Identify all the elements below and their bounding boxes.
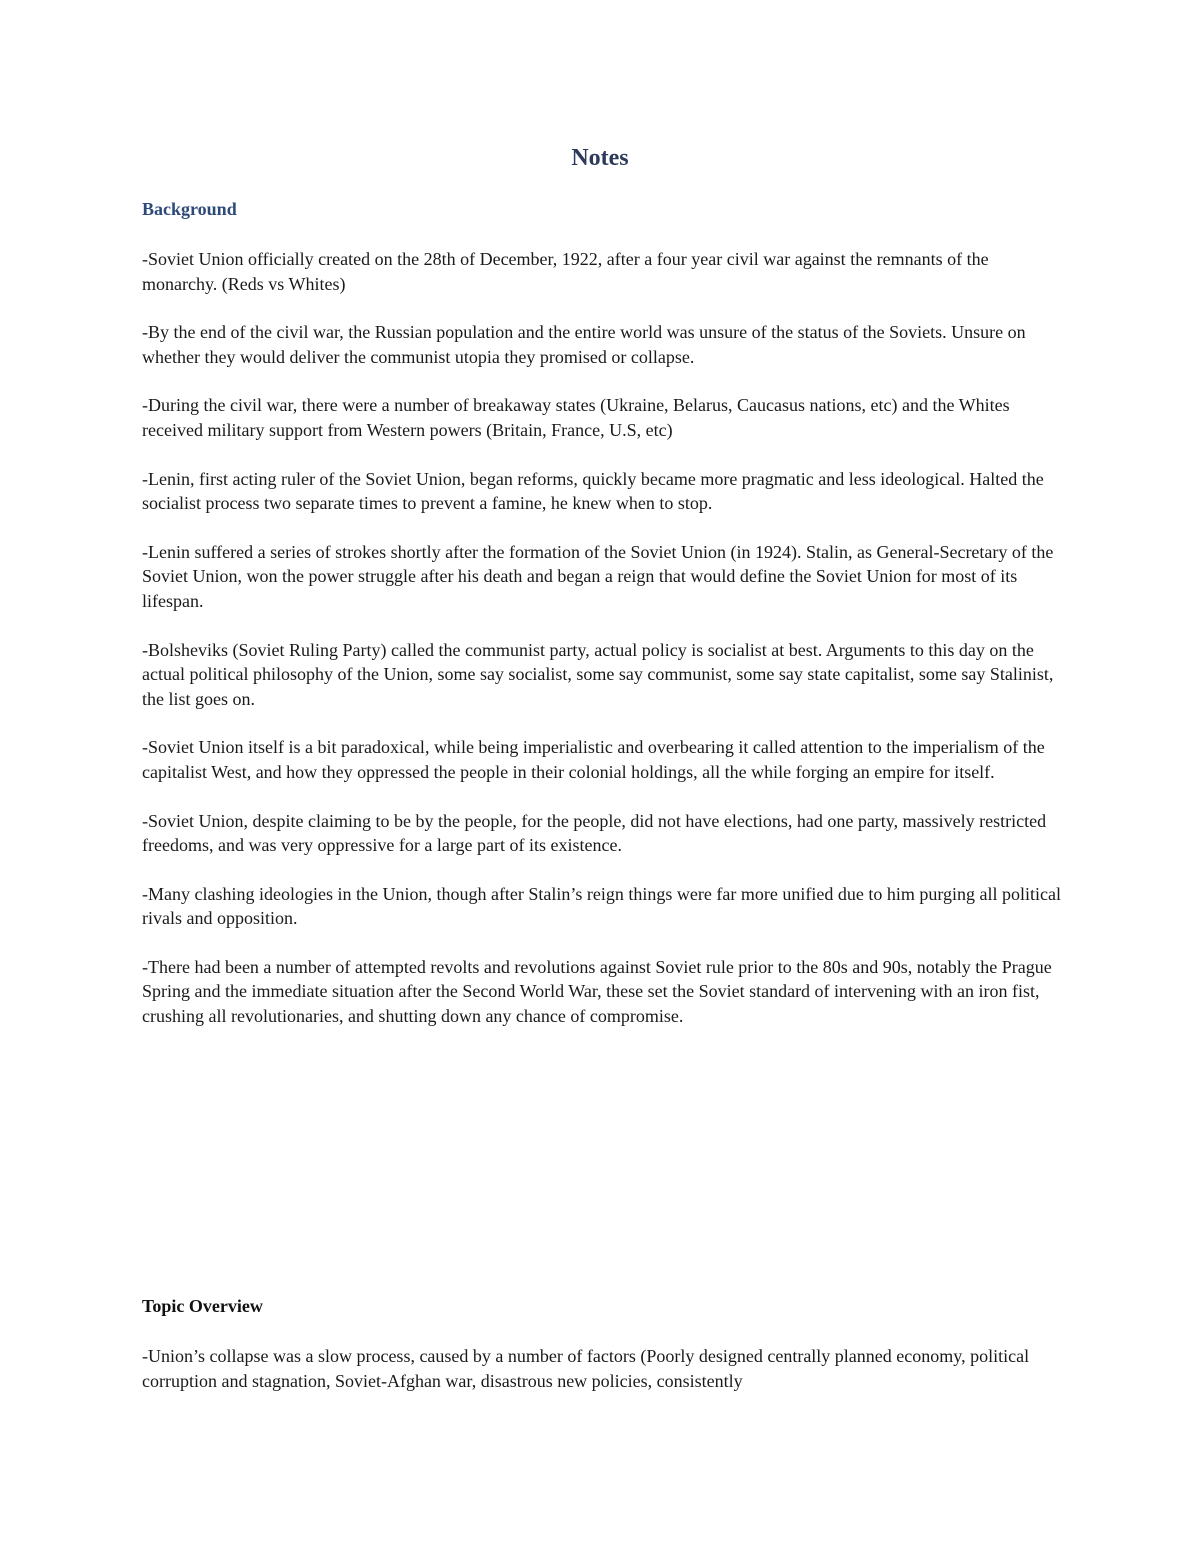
page-title: Notes [571,145,629,171]
paragraph: -During the civil war, there were a number of breakaway states (Ukraine, Belarus, Caucasus nations, etc) and the Whites received military support from Western powers (Britain, France, U.S, etc) [142,395,1010,440]
paragraph: -Lenin suffered a series of strokes shortly after the formation of the Soviet Union (in 1924). Stalin, as General-Secretary of the Soviet Union, won the power struggle after his death and began a reign that would define the Soviet Union for most of its lifespan. [142,541,1054,611]
paragraph: -Union’s collapse was a slow process, caused by a number of factors (Poorly designed centrally planned economy, political corruption and stagnation, Soviet-Afghan war, disastrous new policies, consistently [142,1346,1030,1391]
topic-overview-section-body [142,1344,1062,1417]
paragraph: -There had been a number of attempted revolts and revolutions against Soviet rule prior to the 80s and 90s, notably the Prague Spring and the immediate situation after the Second World War, these set the Soviet standard of intervening with an iron fist, crushing all revolutionaries, and shutting down any chance of compromise. [142,956,1052,1027]
paragraph: -Bolsheviks (Soviet Ruling Party) called the communist party, actual policy is socialist at best. Arguments to this day on the actual political philosophy of the Union, some say socialist, some say communist, some say state capitalist, some say Stalinist, the list goes on. [142,639,1054,709]
paragraph: -Soviet Union officially created on the 28th of December, 1922, after a four year civil war against the remnants of the monarchy. (Reds vs Whites) [142,249,989,294]
paragraph: -Soviet Union itself is a bit paradoxical, while being imperialistic and overbearing it called attention to the imperialism of the capitalist West, and how they oppressed the people in their colonial holdings, all the while forging an empire for itself. [142,737,1045,782]
paragraph: -Lenin, first acting ruler of the Soviet Union, began reforms, quickly became more pragmatic and less ideological. Halted the socialist process two separate times to prevent a famine, he knew when to stop. [142,468,1044,514]
section-heading-topic-overview: Topic Overview [142,1296,263,1316]
background-section-body [142,247,1062,1053]
paragraph: -Many clashing ideologies in the Union, though after Stalin’s reign things were far more unified due to him purging all political rivals and opposition. [142,883,1061,929]
section-heading-background: Background [142,199,237,219]
paragraph: -By the end of the civil war, the Russian population and the entire world was unsure of the status of the Soviets. Unsure on whether they would deliver the communist utopia they promised or collapse. [142,322,1026,367]
paragraph: -Soviet Union, despite claiming to be by the people, for the people, did not have elections, had one party, massively restricted freedoms, and was very oppressive for a large part of its existence. [142,810,1047,856]
